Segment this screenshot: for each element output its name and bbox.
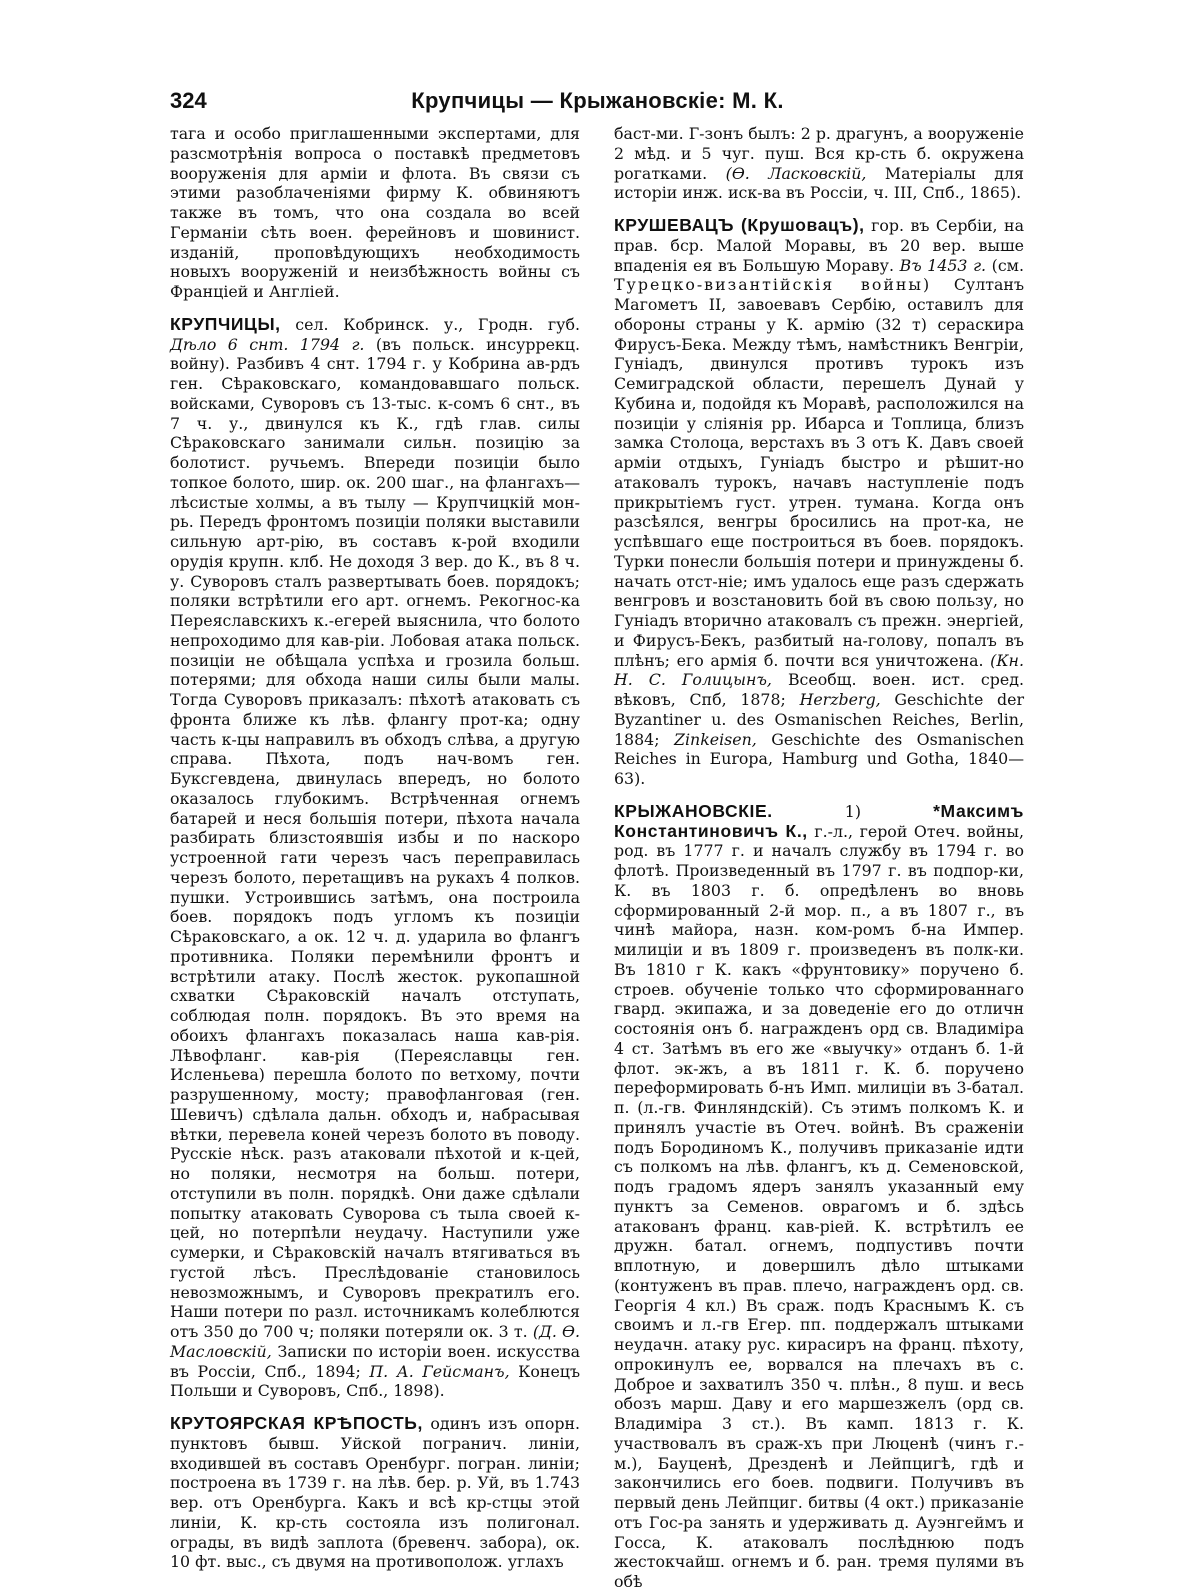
running-title: Крупчицы — Крыжановскіе: М. К. [411, 88, 784, 113]
entry-krushevats: КРУШЕВАЦЪ (Крушовацъ), гор. въ Сербіи, на прав. бср. Малой Моравы, въ 20 вер. выше впаденія ея въ Большую Мораву. Въ 1453 г. (см. Турецко-византійскія войны) Султанъ Магометъ II, завоевавъ Сербію, оставилъ для обороны страны у К. армію (32 т) сераскира Фирусъ-Бека. Между тѣмъ, намѣстникъ Венгріи, Гуніадъ, двинулся противъ турокъ изъ Семиградской области, перешелъ Дунай у Кубина и, подойдя къ Моравѣ, расположился на позиціи у сліянія рр. Ибарса и Топлица, близъ замка Столоца, верстахъ въ 3 отъ К. Давъ своей арміи отдыхъ, Гуніадъ быстро и рѣшит-но атаковалъ турокъ, начавъ наступленіе подъ прикрытіемъ густ. утрен. тумана. Когда онъ разсѣялся, венгры бросились на прот-ка, не успѣвшаго еще построиться въ боев. порядокъ. Турки понесли большія потери и принуждены б. начать отст-ніе; имъ удалось еще разъ сдержать венгровъ и возстановить бой въ свою пользу, но Гуніадъ вторично атаковалъ съ прежн. энергіей, и Фирусъ-Бекъ, разбитый на-голову, попалъ въ плѣнъ; его армія б. почти вся уничтожена. (Кн. Н. С. Голицынъ, Всеобщ. воен. ист. сред. вѣковъ, Спб, 1878; Herzberg, Geschichte der Byzantiner u. des Osmanischen Reiches, Berlin, 1884; Zinkeisen, Geschichte des Osmanischen Reiches in Europa, Hamburg und Gotha, 1840—63). [614, 215, 1025, 788]
entry-headword: КРУШЕВАЦЪ (Крушовацъ), [614, 215, 865, 235]
citation-author: Herzberg, [799, 690, 881, 709]
page-header [170, 88, 1025, 118]
cross-reference: Турецко-византійскія войны [614, 275, 923, 295]
left-column [170, 124, 581, 1572]
entry-kryzhanovskie: КРЫЖАНОВСКІЕ. 1) *Максимъ Константиновичъ К., г.-л., герой Отеч. войны, род. въ 1777 г. и началъ службу въ 1794 г. во флотѣ. Произведенный въ 1797 г. въ подпор-ки, К. въ 1803 г. б. опредѣленъ во вновь сформированный 2-й мор. п., а въ 1807 г., въ чинѣ майора, назн. ком-ромъ б-на Импер. милиціи и въ 1809 г. произведенъ въ полк-ки. Въ 1810 г К. какъ «фрунтовику» поручено б. строев. обученіе только что сформированнаго гвард. экипажа, и за доведеніе его до отличн состоянія онъ б. награжденъ орд св. Владиміра 4 ст. Затѣмъ въ его же «выучку» отданъ б. 1-й флот. эк-жъ, а въ 1811 г. К. б. поручено переформировать б-нъ Имп. милиціи въ 3-батал. п. (л.-гв. Финляндскій). Съ этимъ полкомъ К. и принялъ участіе въ Отеч. войнѣ. Въ сраженіи подъ Бородиномъ К., получивъ приказаніе идти съ полкомъ на лѣв. флангъ, къ д. Семеновской, подъ градомъ ядеръ занялъ указанный ему пунктъ за Семенов. оврагомъ и б. здѣсь атакованъ франц. кав-ріей. К. встрѣтилъ ее дружн. батал. огнемъ, подпустивъ почти вплотную, и довершилъ дѣло штыками (контуженъ въ прав. плечо, награжденъ орд. св. Георгія 4 кл.) Въ сраж. подъ Краснымъ К. съ своимъ и л.-гв Егер. пп. поддержалъ штыками неудачн. атаку рус. кирасиръ на франц. пѣхоту, опрокинулъ ее, ворвался на плечахъ въ с. Доброе и захватилъ 350 ч. плѣн., 8 пуш. и весь обозъ марш. Даву и его маршезжелъ (орд св. Владиміра 3 ст.). Въ камп. 1813 г. К. участвовалъ въ сраж-хъ при Люценѣ (чинъ г.-м.), Бауценѣ, Дрезденѣ и Лейпцигѣ, гдѣ и закончились его боев. подвиги. Получивъ въ первый день Лейпциг. битвы (4 окт.) приказаніе отъ Гос-ра занять и удерживать д. Ауэнгеймъ и Госса, К. атаковалъ послѣднюю подъ жестокчайш. огнемъ и б. ран. тремя пулями въ обѣ [614, 800, 1024, 1591]
battle-date: Въ 1453 г. [899, 255, 987, 275]
entry-krutoyarskaya: КРУТОЯРСКАЯ КРѢПОСТЬ, одинъ изъ опорн. пунктовъ бывш. Уйской погранич. линіи, входившей въ составъ Оренбург. погран. линіи; построена въ 1739 г. на лѣв. бер. р. Уй, въ 1.743 вер. отъ Оренбурга. Какъ и всѣ кр-стцы этой линіи, К. кр-сть состояла изъ полигонал. ограды, въ видѣ заплота (бревенч. забора), ок. 10 фт. выс., съ двумя на противополож. углахъ [170, 1413, 580, 1572]
entry-headword: КРУПЧИЦЫ, [170, 313, 281, 334]
citation-author: (Кн. Н. С. Голицынъ, [614, 650, 1024, 690]
battle-date: Дѣло 6 снт. 1794 г. [170, 334, 365, 354]
entry-headword: КРЫЖАНОВСКІЕ. [614, 800, 773, 821]
citation-author: Zinkeisen, [674, 729, 757, 749]
right-column [614, 124, 1025, 1591]
citation-author: (Ѳ. Ласковскій, [725, 163, 867, 183]
entry-krupchitsy: КРУПЧИЦЫ, сел. Кобринск. у., Гродн. губ. Дѣло 6 снт. 1794 г. (въ польск. инсуррекц. войну). Разбивъ 4 снт. 1794 г. у Кобрина ав-рдъ ген. Сѣраковскаго, командовавшаго польск. войсками, Суворовъ съ 13-тыс. к-сомъ 6 снт., въ 7 ч. у., двинулся къ К., гдѣ глав. силы Сѣраковскаго занимали сильн. позицію за болотист. ручьемъ. Впереди позиціи было топкое болото, шир. ок. 200 шаг., на флангахъ—лѣсистые холмы, а въ тылу — Крупчицкій мон-рь. Передъ фронтомъ позиціи поляки выставили сильную арт-рію, въ составъ к-рой входили орудія крупн. клб. Не доходя 3 вер. до К., въ 8 ч. у. Суворовъ сталъ развертывать боев. порядокъ; поляки встрѣтили его арт. огнемъ. Рекогнос-ка Переяславскихъ к.-егерей выяснила, что болото непроходимо для кав-ріи. Лобовая атака польск. позиціи не обѣщала успѣха и грозила больш. потерями; для обхода наши силы были малы. Тогда Суворовъ приказалъ: пѣхотѣ атаковать съ фронта ближе къ лѣв. флангу прот-ка; одну часть к-цы направилъ въ обходъ слѣва, а другую справа. Пѣхота, подъ нач-вомъ ген. Буксгевдена, двинулась впередъ, но болото оказалось глубокимъ. Встрѣченная огнемъ батарей и неся большія потери, пѣхота начала разбирать близстоявшія избы и по наскоро устроенной гати черезъ часъ переправилась черезъ болото, перетащивъ на рукахъ 4 полков. пушки. Устроившись затѣмъ, она построила боев. порядокъ подъ угломъ къ позиціи Сѣраковскаго, а ок. 12 ч. д. ударила во флангъ противника. Поляки перемѣнили фронтъ и встрѣтили атаку. Послѣ жесток. рукопашной схватки Сѣраковскій началъ отступать, соблюдая полн. порядокъ. Въ это время на обоихъ флангахъ показалась наша кав-рія. Лѣвофланг. кав-рія (Переяславцы ген. Исленьева) перешла болото по ветхому, почти разрушенному, мосту; правофланговая (ген. Шевичъ) сдѣлала дальн. обходъ и, набрасывая вѣтки, перевела коней черезъ болото въ поводу. Русскіе нѣск. разъ атаковали пѣхотой и к-цей, но поляки, несмотря на больш. потери, отступили въ полн. порядкѣ. Они даже сдѣлали попытку атаковать Суворова съ тыла своей к-цей, но потерпѣли неудачу. Наступили уже сумерки, и Сѣраковскій началъ втягиваться въ густой лѣсъ. Преслѣдованіе становилось невозможнымъ, и Суворовъ прекратилъ его. Наши потери по разл. источникамъ колеблются отъ 350 до 700 ч; поляки потеряли ок. 3 т. (Д. Ѳ. Масловскій, Записки по исторіи воен. искусства въ Россіи, Спб., 1894; П. А. Гейсманъ, Конецъ Польши и Суворовъ, Спб., 1898). [170, 313, 581, 1401]
citation-author: (Д. Ѳ. Масловскій, [170, 1322, 580, 1361]
continued-paragraph: тага и особо приглашенными экспертами, для разсмотрѣнія вопроса о поставкѣ предметовъ вооруженія для арміи и флота. Въ связи съ этими разоблаченіями фирму К. обвиняютъ также въ томъ, что она создала во всей Германіи сѣть воен. ферейновъ и шовинист. изданій, проповѣдующихъ необходимость новыхъ вооруженій и неизбѣжность войны съ Франціей и Англіей. [170, 124, 580, 301]
page-number: 324 [170, 88, 207, 113]
entry-headword: КРУТОЯРСКАЯ КРѢПОСТЬ, [170, 1413, 423, 1433]
citation-author: П. А. Гейсманъ, [369, 1361, 510, 1381]
person-name: *Максимъ Константиновичъ К., [614, 800, 1024, 841]
continued-paragraph: баст-ми. Г-зонъ былъ: 2 р. драгунъ, а вооруженіе 2 мѣд. и 5 чуг. пуш. Вся кр-сть б. окружена рогатками. (Ѳ. Ласковскій, Матеріалы для исторіи инж. иск-ва въ Россіи, ч. III, Спб., 1865). [614, 124, 1024, 203]
